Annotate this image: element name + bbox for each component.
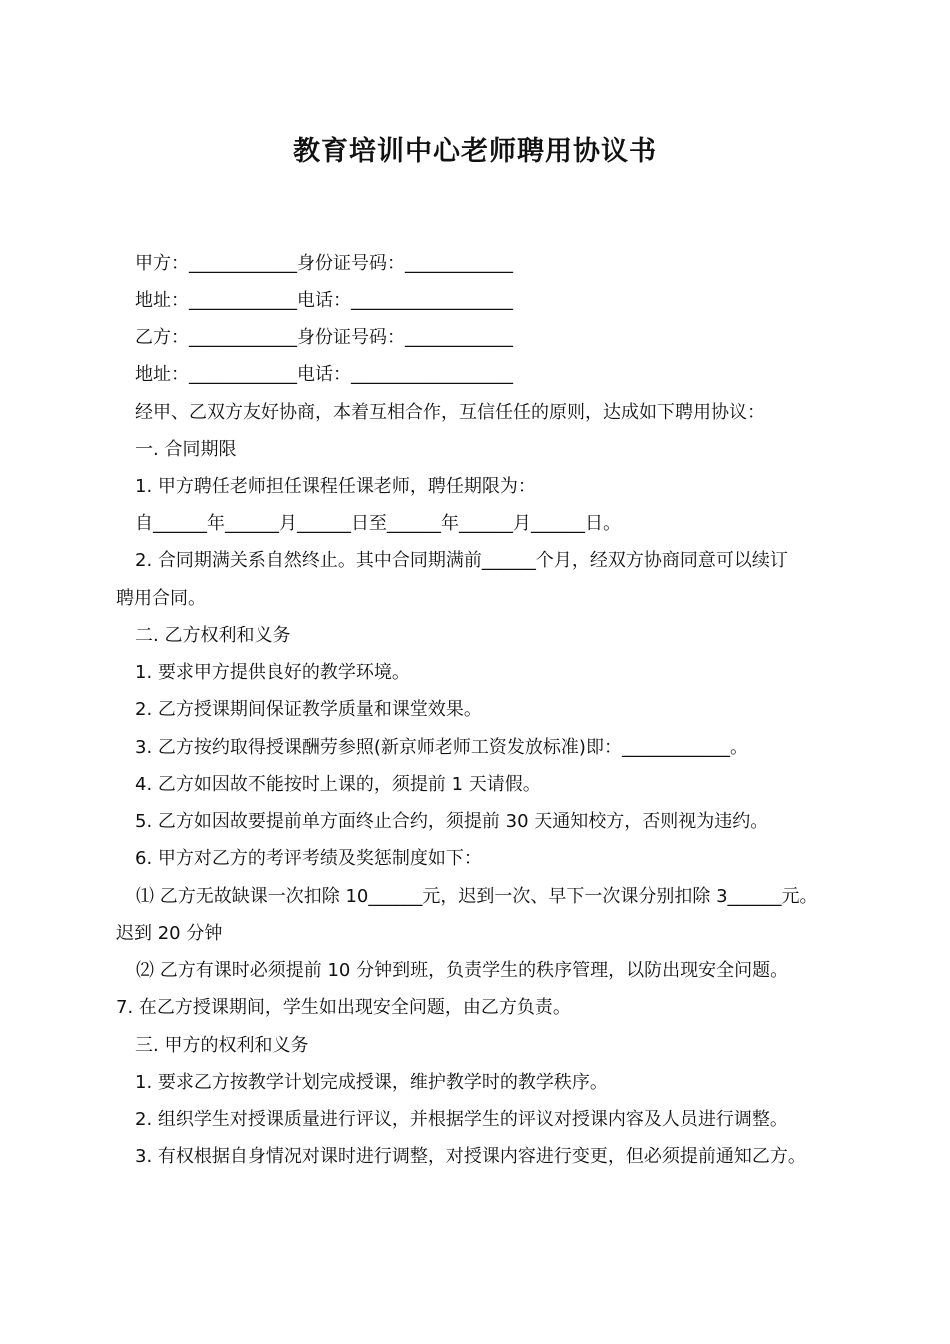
section-heading-3: 三. 甲方的权利和义务 (135, 1035, 309, 1056)
section-heading-2: 二. 乙方权利和义务 (135, 625, 291, 646)
clause-1-2-continued: 聘用合同。 (116, 588, 206, 609)
clause-2-6: 6. 甲方对乙方的考评考绩及奖惩制度如下： (135, 848, 482, 869)
party-b-address-line: 地址：____________电话：__________________ (135, 364, 513, 385)
clause-1-1-dates: 自______年______月______日至______年______月______日。 (135, 513, 621, 534)
clause-2-1: 1. 要求甲方提供良好的教学环境。 (135, 662, 410, 683)
clause-1-1: 1. 甲方聘任老师担任课程任课老师，聘任期限为： (135, 476, 536, 497)
document-title: 教育培训中心老师聘用协议书 (293, 136, 657, 167)
clause-2-5: 5. 乙方如因故要提前单方面终止合约，须提前 30 天通知校方，否则视为违约。 (135, 811, 769, 832)
clause-2-4: 4. 乙方如因故不能按时上课的，须提前 1 天请假。 (135, 774, 541, 795)
party-a-line: 甲方：____________身份证号码：____________ (135, 253, 513, 274)
party-b-line: 乙方：____________身份证号码：____________ (135, 327, 513, 348)
clause-2-6-item-1-continued: 迟到 20 分钟 (116, 923, 223, 944)
preamble-text: 经甲、乙双方友好协商，本着互相合作，互信任任的原则，达成如下聘用协议： (135, 402, 765, 423)
party-a-address-line: 地址：____________电话：__________________ (135, 290, 513, 311)
clause-3-3: 3. 有权根据自身情况对课时进行调整，对授课内容进行变更，但必须提前通知乙方。 (135, 1146, 806, 1167)
clause-2-7: 7. 在乙方授课期间，学生如出现安全问题，由乙方负责。 (116, 997, 571, 1018)
clause-2-6-item-2: ⑵ 乙方有课时必须提前 10 分钟到班，负责学生的秩序管理，以防出现安全问题。 (136, 960, 789, 981)
clause-1-2: 2. 合同期满关系自然终止。其中合同期满前______个月，经双方协商同意可以续订 (135, 550, 788, 571)
clause-2-2: 2. 乙方授课期间保证教学质量和课堂效果。 (135, 699, 482, 720)
clause-3-1: 1. 要求乙方按教学计划完成授课，维护教学时的教学秩序。 (135, 1072, 608, 1093)
clause-2-6-item-1: ⑴ 乙方无故缺课一次扣除 10______元，迟到一次、早下一次课分别扣除 3______元。 (136, 886, 818, 907)
section-heading-1: 一. 合同期限 (135, 439, 237, 460)
clause-3-2: 2. 组织学生对授课质量进行评议，并根据学生的评议对授课内容及人员进行调整。 (135, 1109, 788, 1130)
clause-2-3: 3. 乙方按约取得授课酬劳参照(新京师老师工资发放标准)即：____________。 (135, 737, 748, 758)
